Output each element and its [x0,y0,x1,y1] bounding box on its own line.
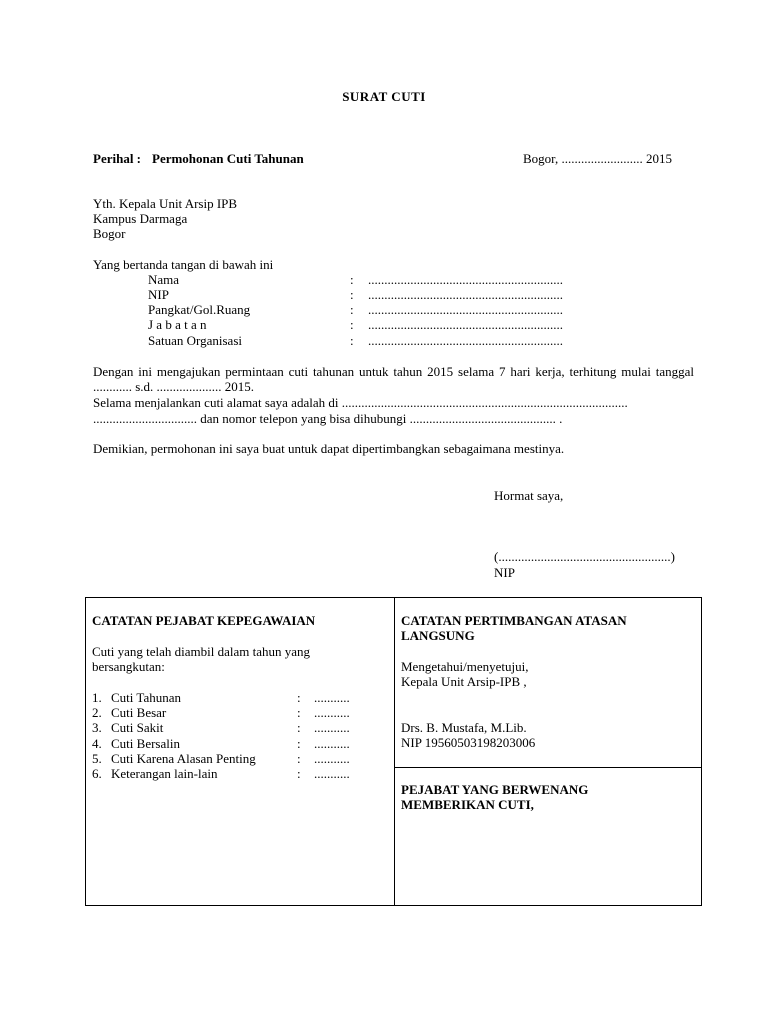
field-blank: ............................................................ [368,317,563,332]
item-colon: : [297,766,301,781]
field-colon: : [350,302,354,317]
authorizing-official-heading: MEMBERIKAN CUTI, [401,797,534,812]
field-blank: ............................................................ [368,302,563,317]
closing-text: Demikian, permohonan ini saya buat untuk dapat dipertimbangkan sebagaimana mestinya. [93,441,565,456]
field-label: Satuan Organisasi [148,333,242,348]
field-colon: : [350,272,354,287]
list-item [92,690,372,705]
field-colon: : [350,317,354,332]
item-blank: ........... [314,690,350,705]
field-colon: : [350,333,354,348]
staff-notes-intro: bersangkutan: [92,659,165,674]
salutation: Hormat saya, [494,488,564,503]
item-number: 6. [92,766,102,781]
item-label: Cuti Sakit [111,720,164,735]
field-blank: ............................................................ [368,272,563,287]
official-nip: NIP 19560503198203006 [401,735,536,750]
approval-text: Mengetahui/menyetujui, [401,659,529,674]
field-blank: ............................................................ [368,333,563,348]
item-label: Cuti Karena Alasan Penting [111,751,256,766]
item-label: Keterangan lain-lain [111,766,218,781]
list-item [92,736,372,751]
phone-line: ................................ dan nomor telepon yang bisa dihubungi ............................................. . [93,411,563,426]
item-blank: ........... [314,751,350,766]
recipient-line: Bogor [93,226,126,241]
item-blank: ........... [314,736,350,751]
field-label: J a b a t a n [148,317,207,332]
document-title: SURAT CUTI [342,89,426,104]
item-number: 3. [92,720,102,735]
item-colon: : [297,705,301,720]
staff-notes-intro: Cuti yang telah diambil dalam tahun yang [92,644,311,659]
item-colon: : [297,751,301,766]
field-blank: ............................................................ [368,287,563,302]
item-blank: ........... [314,766,350,781]
item-colon: : [297,720,301,735]
official-name: Drs. B. Mustafa, M.Lib. [401,720,527,735]
item-colon: : [297,736,301,751]
supervisor-notes-heading: CATATAN PERTIMBANGAN ATASAN [401,613,627,628]
field-label: NIP [148,287,169,302]
field-colon: : [350,287,354,302]
body-paragraph: Dengan ini mengajukan permintaan cuti tahunan untuk tahun 2015 selama 7 hari kerja, terhitung mulai tanggal ............ s.d. .................... 2015. [93,364,694,394]
notes-table [85,597,702,906]
item-number: 4. [92,736,102,751]
staff-notes-heading: CATATAN PEJABAT KEPEGAWAIAN [92,613,316,628]
item-blank: ........... [314,705,350,720]
signature-name-blank: (.....................................................) [494,549,675,564]
table-divider-horizontal [395,767,702,768]
item-blank: ........... [314,720,350,735]
authorizing-official-heading: PEJABAT YANG BERWENANG [401,782,589,797]
recipient-line: Kampus Darmaga [93,211,188,226]
field-label: Nama [148,272,180,287]
item-label: Cuti Besar [111,705,167,720]
item-label: Cuti Tahunan [111,690,181,705]
supervisor-notes-heading: LANGSUNG [401,628,475,643]
field-label: Pangkat/Gol.Ruang [148,302,251,317]
address-line: Selama menjalankan cuti alamat saya adalah di ........................................................................................ [93,395,628,410]
intro-text: Yang bertanda tangan di bawah ini [93,257,274,272]
perihal-value: Permohonan Cuti Tahunan [152,151,304,166]
item-number: 2. [92,705,102,720]
list-item [92,720,372,735]
table-divider-vertical [394,598,395,905]
item-number: 1. [92,690,102,705]
item-colon: : [297,690,301,705]
list-item [92,751,372,766]
perihal-label: Perihal : [93,151,142,166]
signature-nip-label: NIP [494,565,515,580]
list-item [92,766,372,781]
recipient-line: Yth. Kepala Unit Arsip IPB [93,196,238,211]
item-label: Cuti Bersalin [111,736,180,751]
item-number: 5. [92,751,102,766]
approval-text: Kepala Unit Arsip-IPB , [401,674,527,689]
place-date: Bogor, ......................... 2015 [523,151,672,166]
list-item [92,705,372,720]
